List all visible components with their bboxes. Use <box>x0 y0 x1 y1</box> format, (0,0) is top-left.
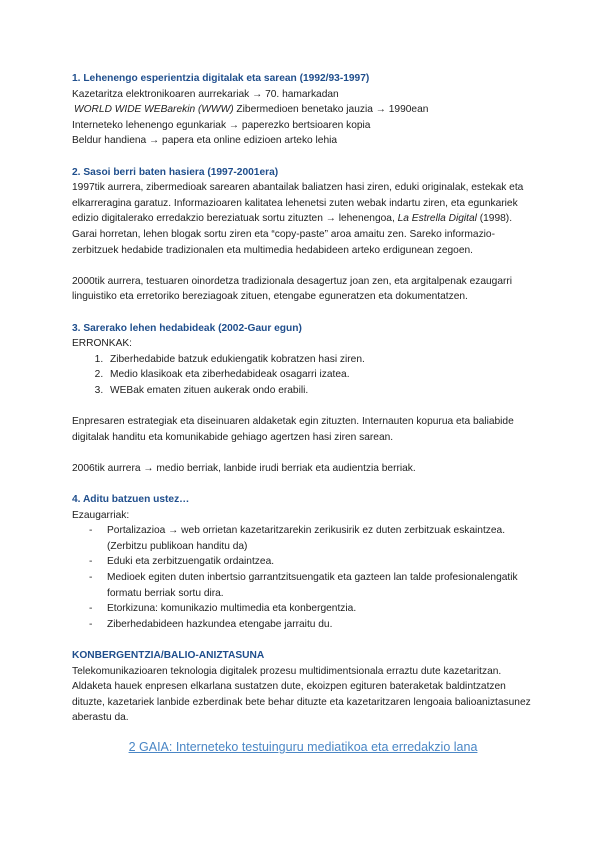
section-3-heading: 3. Sarerako lehen hedabideak (2002-Gaur egun) <box>72 322 302 334</box>
challenges-label: ERRONKAK: <box>72 338 133 350</box>
section-1-heading: 1. Lehenengo esperientzia digitalak eta sarean (1992/93-1997) <box>72 73 370 84</box>
section-1-line: Interneteko lehenengo egunkariak → paperezko bertsioaren kopia <box>72 119 371 131</box>
convergence-heading: KONBERGENTZIA/BALIO-ANIZTASUNA <box>72 649 265 661</box>
section-2-paragraph: 1997tik aurrera, zibermedioak sarearen abantailak baliatzen hasi ziren, eduki originalak, estekak eta elkarreragina garatuz. Informazioaren kalitatea lehenetsi zuten webak indartu ziren, eta egunkariek edizio digitalerako erredakzio bereziatuak sortu zituzten → lehenengoa, La Estrella Digital (1998). Garai horretan, lehen blogak sortu ziren eta “copy-paste” aroa amaitu zen. Sareko informazio-zerbitzuek hedabide tradizionalen eta multimedia hedabideen arteko erdigunean zegoen. <box>72 182 524 256</box>
list-item: - Etorkizuna: komunikazio multimedia eta konbergentzia. <box>89 603 357 615</box>
section-4-heading: 4. Aditu batzuen ustez… <box>72 494 190 506</box>
section-3-paragraph: 2006tik aurrera → medio berriak, lanbide irudi berriak eta audientzia berriak. <box>72 462 416 474</box>
features-list <box>72 523 534 632</box>
list-item: 1. Ziberhedabide batzuk edukiengatik kobratzen hasi ziren. <box>106 352 534 368</box>
list-item: - Portalizazioa → web orrietan kazetaritzarekin zerikusirik ez duten zerbitzuak eskaintzea. (Zerbitzu publikoan handitu da) <box>89 525 506 552</box>
section-2-paragraph: 2000tik aurrera, testuaren oinordetza tradizionala desagertuz joan zen, eta argitalpenak ezaugarri linguistiko eta erretoriko bereziagoak zituen, etengabe eguneratzen eta dokumentatzen. <box>72 275 513 303</box>
list-item: - Eduki eta zerbitzuengatik ordaintzea. <box>89 556 275 568</box>
section-1-line: Kazetaritza elektronikoaren aurrekariak → 70. hamarkadan <box>72 88 339 100</box>
document-body <box>72 71 534 757</box>
challenges-list <box>72 352 534 399</box>
list-item: - Ziberhedabideen hazkundea etengabe jarraitu du. <box>89 618 333 630</box>
list-item: - Medioek egiten duten inbertsio garrantzitsuengatik eta gazteen lan talde profesionalengatik formatu berriak sortu dira. <box>89 572 518 599</box>
section-1-line: WORLD WIDE WEBarekin (WWW) Zibermedioen benetako jauzia → 1990ean <box>74 104 429 116</box>
www-term: WORLD WIDE WEBarekin (WWW) <box>74 104 234 116</box>
convergence-paragraph: Telekomunikazioaren teknologia digitalek prozesu multidimentsionala erraztu dute kazetaritzan. Aldaketa hauek enpresen elkarlana sustatzen dute, ekoizpen egituren bateraketak baldintzatzen dituzte, kazetariek lanbide ezberdinak bete behar dituzte eta kazetaritzaren lengoaia balioaniztasunez aberastu da. <box>72 665 531 724</box>
section-2-heading: 2. Sasoi berri baten hasiera (1997-2001era) <box>72 166 279 178</box>
list-item: 2. Medio klasikoak eta ziberhedabideak osagarri izatea. <box>106 367 534 383</box>
section-3-paragraph: Enpresaren estrategiak eta diseinuaren aldaketak egin zituzten. Internauten kopurua eta baliabide digitalak handitu eta komunikabide gehiago agertzen hasi ziren sarean. <box>72 416 514 443</box>
list-item: 3. WEBak ematen zituen aukerak ondo erabili. <box>106 383 534 399</box>
next-topic-link[interactable]: 2 GAIA: Interneteko testuinguru mediatikoa eta erredakzio lana <box>128 739 478 754</box>
features-label: Ezaugarriak: <box>72 509 130 521</box>
section-1-line: Beldur handiena → papera eta online edizioen arteko lehia <box>72 135 338 147</box>
